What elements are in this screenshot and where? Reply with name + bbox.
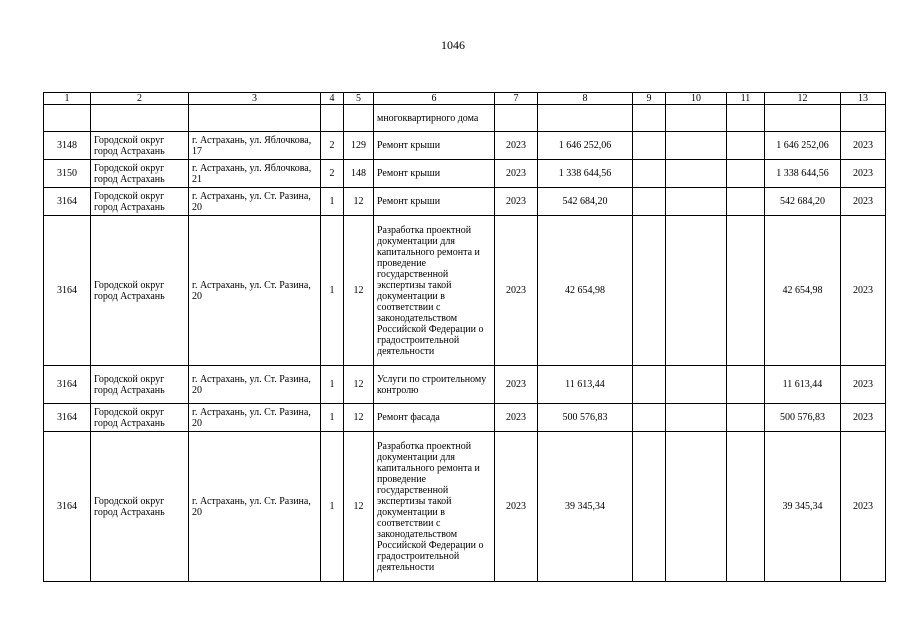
total-cost-cell: 1 338 644,56 — [538, 160, 633, 188]
col11-cell — [727, 404, 765, 432]
col11-cell — [727, 366, 765, 404]
municipality-cell: Городской округ город Астрахань — [91, 366, 189, 404]
col4-cell: 1 — [321, 432, 344, 582]
total-cost-cell: 542 684,20 — [538, 188, 633, 216]
col13-cell: 2023 — [841, 432, 886, 582]
table-row — [44, 216, 886, 366]
col10-cell — [666, 432, 727, 582]
col10-cell — [666, 188, 727, 216]
year-cell: 2023 — [495, 432, 538, 582]
column-header: 3 — [189, 93, 321, 105]
column-header: 5 — [344, 93, 374, 105]
col10-cell — [666, 404, 727, 432]
table-row — [44, 132, 886, 160]
col13-cell: 2023 — [841, 216, 886, 366]
col12-cell: 1 646 252,06 — [765, 132, 841, 160]
table-row — [44, 404, 886, 432]
col11-cell — [727, 188, 765, 216]
house-id-cell: 3164 — [44, 366, 91, 404]
col9-cell — [633, 216, 666, 366]
address-cell: г. Астрахань, ул. Ст. Разина, 20 — [189, 216, 321, 366]
year-cell: 2023 — [495, 160, 538, 188]
total-cost-cell: 500 576,83 — [538, 404, 633, 432]
work-type-cell: Услуги по строительному контролю — [374, 366, 495, 404]
col4-cell: 1 — [321, 216, 344, 366]
year-cell: 2023 — [495, 404, 538, 432]
col9-cell — [633, 404, 666, 432]
col5-cell: 12 — [344, 366, 374, 404]
col12-cell: 1 338 644,56 — [765, 160, 841, 188]
col13-cell: 2023 — [841, 404, 886, 432]
work-type-cell: Ремонт фасада — [374, 404, 495, 432]
col13-cell: 2023 — [841, 366, 886, 404]
address-cell: г. Астрахань, ул. Яблочкова, 21 — [189, 160, 321, 188]
col13-cell: 2023 — [841, 188, 886, 216]
municipality-cell: Городской округ город Астрахань — [91, 404, 189, 432]
col9-cell — [633, 188, 666, 216]
col5-cell: 12 — [344, 404, 374, 432]
col10-cell — [666, 366, 727, 404]
house-id-cell: 3164 — [44, 216, 91, 366]
address-cell: г. Астрахань, ул. Ст. Разина, 20 — [189, 432, 321, 582]
column-number-header-row — [44, 93, 886, 105]
col13-cell: 2023 — [841, 160, 886, 188]
column-header: 7 — [495, 93, 538, 105]
work-type-cell: Разработка проектной документации для капитального ремонта и проведение государственной экспертизы такой документации в соответствии с законодательством Российской Федерации о градостроительной деятельности — [374, 216, 495, 366]
col9-cell — [633, 160, 666, 188]
column-header: 6 — [374, 93, 495, 105]
table-row — [44, 366, 886, 404]
house-id-cell: 3148 — [44, 132, 91, 160]
col4-cell: 1 — [321, 366, 344, 404]
column-header: 2 — [91, 93, 189, 105]
column-header: 10 — [666, 93, 727, 105]
col11-cell — [727, 160, 765, 188]
col9-cell — [633, 432, 666, 582]
address-cell: г. Астрахань, ул. Ст. Разина, 20 — [189, 366, 321, 404]
table-row — [44, 432, 886, 582]
work-type-cell: многоквартирного дома — [374, 105, 495, 132]
column-header: 13 — [841, 93, 886, 105]
house-id-cell: 3164 — [44, 404, 91, 432]
col13-cell: 2023 — [841, 132, 886, 160]
municipality-cell: Городской округ город Астрахань — [91, 216, 189, 366]
total-cost-cell: 11 613,44 — [538, 366, 633, 404]
municipality-cell: Городской округ город Астрахань — [91, 432, 189, 582]
capital-repair-table — [43, 92, 886, 582]
work-type-cell: Ремонт крыши — [374, 132, 495, 160]
col10-cell — [666, 132, 727, 160]
col5-cell: 12 — [344, 188, 374, 216]
municipality-cell: Городской округ город Астрахань — [91, 188, 189, 216]
col5-cell: 12 — [344, 432, 374, 582]
municipality-cell: Городской округ город Астрахань — [91, 160, 189, 188]
col12-cell: 500 576,83 — [765, 404, 841, 432]
col12-cell: 11 613,44 — [765, 366, 841, 404]
work-type-cell: Разработка проектной документации для капитального ремонта и проведение государственной экспертизы такой документации в соответствии с законодательством Российской Федерации о градостроительной деятельности — [374, 432, 495, 582]
table-row — [44, 188, 886, 216]
house-id-cell: 3164 — [44, 188, 91, 216]
column-header: 11 — [727, 93, 765, 105]
col11-cell — [727, 216, 765, 366]
col4-cell: 1 — [321, 404, 344, 432]
col11-cell — [727, 432, 765, 582]
column-header: 9 — [633, 93, 666, 105]
col5-cell: 12 — [344, 216, 374, 366]
work-type-cell: Ремонт крыши — [374, 160, 495, 188]
column-header: 4 — [321, 93, 344, 105]
col11-cell — [727, 132, 765, 160]
year-cell: 2023 — [495, 366, 538, 404]
address-cell: г. Астрахань, ул. Ст. Разина, 20 — [189, 188, 321, 216]
col12-cell: 542 684,20 — [765, 188, 841, 216]
column-header: 12 — [765, 93, 841, 105]
table-row — [44, 160, 886, 188]
col10-cell — [666, 160, 727, 188]
house-id-cell: 3164 — [44, 432, 91, 582]
col10-cell — [666, 216, 727, 366]
col4-cell: 2 — [321, 160, 344, 188]
address-cell: г. Астрахань, ул. Ст. Разина, 20 — [189, 404, 321, 432]
col5-cell: 129 — [344, 132, 374, 160]
total-cost-cell: 39 345,34 — [538, 432, 633, 582]
column-header: 1 — [44, 93, 91, 105]
house-id-cell: 3150 — [44, 160, 91, 188]
page-number: 1046 — [441, 38, 465, 52]
total-cost-cell: 42 654,98 — [538, 216, 633, 366]
col12-cell: 39 345,34 — [765, 432, 841, 582]
col9-cell — [633, 132, 666, 160]
col4-cell: 1 — [321, 188, 344, 216]
continuation-row — [44, 105, 886, 132]
work-type-cell: Ремонт крыши — [374, 188, 495, 216]
col5-cell: 148 — [344, 160, 374, 188]
address-cell: г. Астрахань, ул. Яблочкова, 17 — [189, 132, 321, 160]
col12-cell: 42 654,98 — [765, 216, 841, 366]
year-cell: 2023 — [495, 132, 538, 160]
year-cell: 2023 — [495, 216, 538, 366]
col4-cell: 2 — [321, 132, 344, 160]
col9-cell — [633, 366, 666, 404]
column-header: 8 — [538, 93, 633, 105]
total-cost-cell: 1 646 252,06 — [538, 132, 633, 160]
municipality-cell: Городской округ город Астрахань — [91, 132, 189, 160]
year-cell: 2023 — [495, 188, 538, 216]
